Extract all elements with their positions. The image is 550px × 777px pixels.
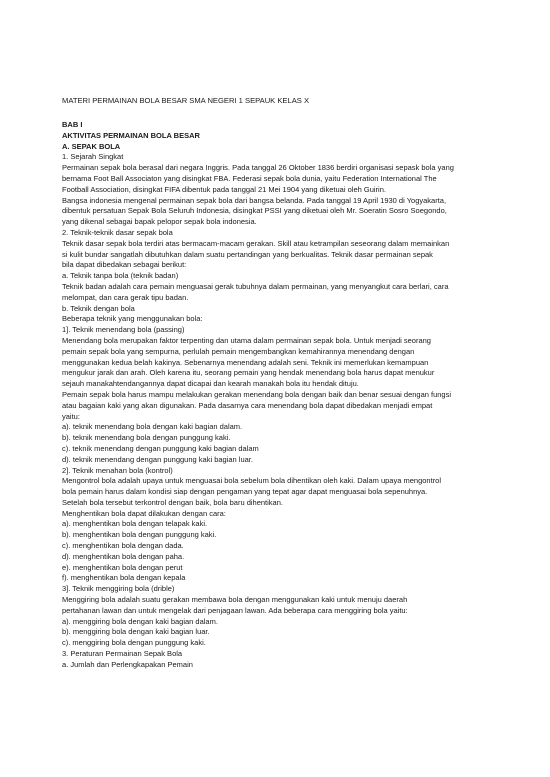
- body-line: Mengontrol bola adalah upaya untuk menguasai bola sebelum bola dihentikan oleh kaki. Dalam upaya mengontrol: [62, 476, 441, 486]
- body-line: 1]. Teknik menendang bola (passing): [62, 325, 185, 335]
- body-line: c). teknik menendang dengan punggung kaki bagian dalam: [62, 443, 259, 453]
- body-line: yaitu:: [62, 411, 80, 421]
- body-line: dibentuk persatuan Sepak Bola Seluruh Indonesia, disingkat PSSI yang diketuai oleh Mr. Soeratin Sosro Soegondo,: [62, 206, 447, 216]
- body-line: bernama Foot Ball Associaton yang disingkat FBA. Federasi sepak bola dunia, yaitu Federation International The: [62, 173, 437, 183]
- body-line: 3. Peraturan Permainan Sepak Bola: [62, 649, 183, 659]
- body-line: c). menghentikan bola dengan dada.: [62, 541, 184, 551]
- body-line: Teknik dasar sepak bola terdiri atas bermacam-macam gerakan. Skill atau ketrampilan seseorang dalam memainkan: [62, 238, 450, 248]
- body-line: Setelah bola tersebut terkontrol dengan baik, bola baru dihentikan.: [62, 497, 283, 507]
- body-line: pertahanan lawan dan untuk mengelak dari penjagaan lawan. Ada beberapa cara menggiring bola yaitu:: [62, 605, 408, 615]
- body-line: menggunakan kedua belah kakinya. Sebenarnya menendang adalah seni. Teknik ini memerlukan kemampuan: [62, 357, 429, 367]
- document-title: MATERI PERMAINAN BOLA BESAR SMA NEGERI 1 SEPAUK KELAS X: [62, 96, 310, 105]
- body-line: a. Jumlah dan Perlengkapakan Pemain: [62, 659, 193, 669]
- document-page: [62, 96, 502, 671]
- body-line: yang dikenal sebagai bapak pelopor sepak bola indonesia.: [62, 217, 257, 227]
- document-body: [62, 152, 502, 670]
- body-line: atau bagaian kaki yang akan digunakan. Pada dasarnya cara menendang bola dapat dibedakan menjadi empat: [62, 400, 433, 410]
- body-line: d). menghentikan bola dengan paha.: [62, 551, 185, 561]
- body-line: Menendang bola merupakan faktor terpenting dan utama dalam permainan sepak bola. Untuk menjadi seorang: [62, 335, 431, 345]
- body-line: 2]. Teknik menahan bola (kontrol): [62, 465, 173, 475]
- body-line: b). teknik menendang bola dengan punggung kaki.: [62, 433, 231, 443]
- body-line: f). menghentikan bola dengan kepala: [62, 573, 186, 583]
- body-line: e). menghentikan bola dengan perut: [62, 562, 183, 572]
- body-line: a). menggiring bola dengan kaki bagian dalam.: [62, 616, 218, 626]
- body-line: a). teknik menendang bola dengan kaki bagian dalam.: [62, 422, 243, 432]
- body-line: si kulit bundar sangatlah dibutuhkan dalam suatu pertandingan yang berkualitas. Teknik dasar permainan sepak: [62, 249, 433, 259]
- body-line: pemain sepak bola yang sempurna, perlulah pemain mengembangkan kemahirannya menendang dengan: [62, 346, 415, 356]
- body-line: c). menggiring bola dengan punggung kaki.: [62, 638, 206, 648]
- body-line: b). menggiring bola dengan kaki bagian luar.: [62, 627, 210, 637]
- body-line: bila dapat dibedakan sebagai berikut:: [62, 260, 187, 270]
- body-line: Teknik badan adalah cara pemain menguasai gerak tubuhnya dalam permainan, yang menyangkut cara berlari, cara: [62, 281, 449, 291]
- body-line: Bangsa indonesia mengenal permainan sepak bola dari bangsa belanda. Pada tanggal 19 April 1930 di Yogyakarta,: [62, 195, 447, 205]
- body-line: a. Teknik tanpa bola (teknik badan): [62, 271, 179, 281]
- body-line: 2. Teknik-teknik dasar sepak bola: [62, 227, 173, 237]
- chapter-subheading: AKTIVITAS PERMAINAN BOLA BESAR: [62, 130, 200, 140]
- body-line: Pemain sepak bola harus mampu melakukan gerakan menendang bola dengan baik dan benar sesuai dengan fungsi: [62, 389, 452, 399]
- body-line: d). teknik menendang dengan punggung kaki bagian luar.: [62, 454, 253, 464]
- body-line: mengukur jarak dan arah. Oleh karena itu, seorang pemain yang hendak menendang bola harus dapat menukur: [62, 368, 435, 378]
- body-line: Menggiring bola adalah suatu gerakan membawa bola dengan menggunakan kaki untuk menuju daerah: [62, 595, 408, 605]
- chapter-heading: BAB I: [62, 120, 83, 129]
- body-line: Football Association, disingkat FIFA dibentuk pada tanggal 21 Mei 1904 yang diketuai oleh Guirin.: [62, 184, 386, 194]
- body-line: bola pemain harus dalam kondisi siap dengan pengaman yang tepat agar dapat menguasai bola sepenuhnya.: [62, 487, 428, 497]
- section-heading: A. SEPAK BOLA: [62, 141, 121, 151]
- body-line: b. Teknik dengan bola: [62, 303, 135, 313]
- body-line: sejauh manakahtendangannya dapat dicapai dan kearah manakah bola itu hendak dituju.: [62, 379, 359, 389]
- body-line: 1. Sejarah Singkat: [62, 152, 124, 162]
- body-line: Beberapa teknik yang menggunakan bola:: [62, 314, 203, 324]
- body-line: a). menghentikan bola dengan telapak kaki.: [62, 519, 208, 529]
- body-line: Menghentikan bola dapat dilakukan dengan cara:: [62, 508, 226, 518]
- body-line: b). menghentikan bola dengan punggung kaki.: [62, 530, 217, 540]
- body-line: Permainan sepak bola berasal dari negara Inggris. Pada tanggal 26 Oktober 1836 berdiri organisasi sepask bola yang: [62, 163, 454, 173]
- body-line: 3]. Teknik menggiring bola (drible): [62, 584, 175, 594]
- body-line: melompat, dan cara gerak tipu badan.: [62, 292, 189, 302]
